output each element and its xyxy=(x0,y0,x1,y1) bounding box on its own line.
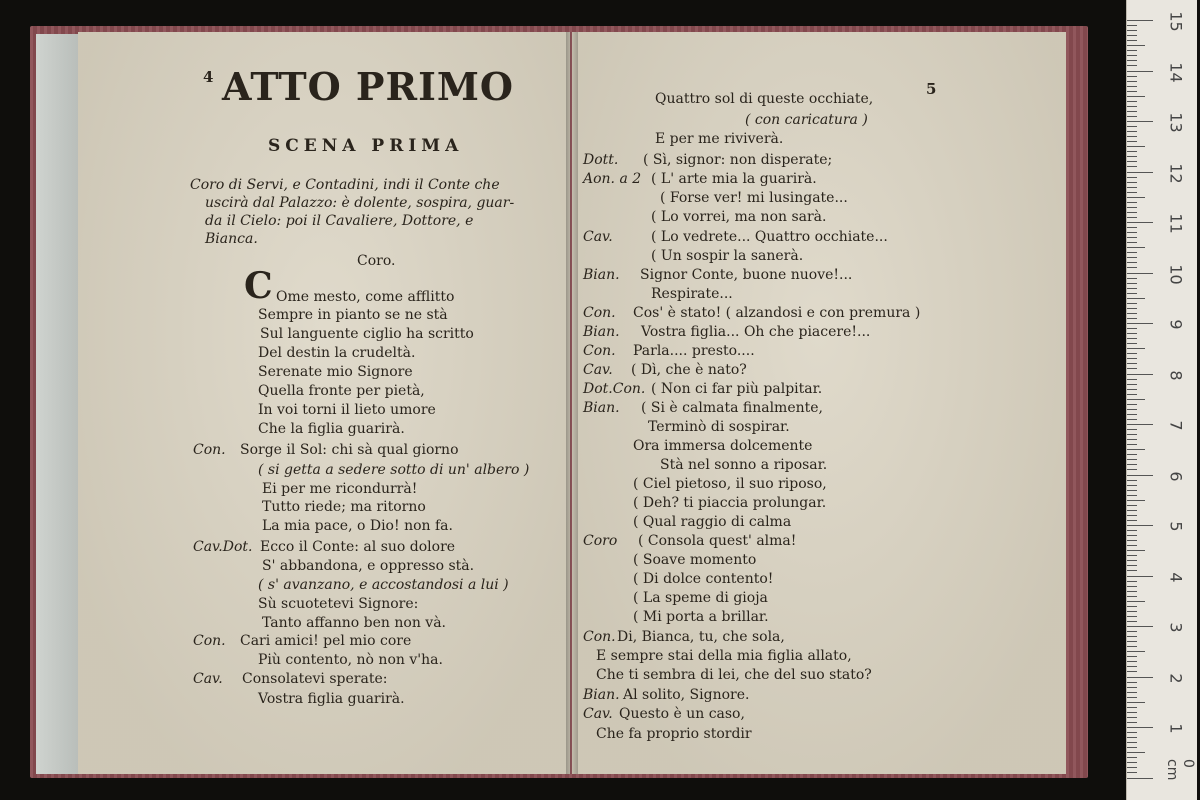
ruler-tick xyxy=(1127,525,1153,526)
stage-direction-line: uscirà dal Palazzo: è dolente, sospira, guar- xyxy=(205,195,515,211)
act-title: ATTO PRIMO xyxy=(222,64,515,109)
ruler-tick xyxy=(1127,712,1137,713)
ruler-tick xyxy=(1127,141,1137,142)
ruler-tick xyxy=(1127,631,1137,632)
ruler-tick xyxy=(1127,616,1137,617)
ruler-tick xyxy=(1127,737,1137,738)
ruler-tick xyxy=(1127,348,1145,349)
verse-line: Ora immersa dolcemente xyxy=(633,438,813,454)
book-gutter xyxy=(566,32,578,774)
ruler-tick xyxy=(1127,60,1137,61)
ruler-tick xyxy=(1127,177,1137,178)
ruler-tick xyxy=(1127,520,1137,521)
speaker-label: Bian. xyxy=(583,400,620,416)
ruler-tick xyxy=(1127,298,1145,299)
ruler-tick xyxy=(1127,217,1137,218)
speaker-label: Dot.Con. xyxy=(583,381,646,397)
ruler-number: 8 xyxy=(1166,369,1186,381)
ruler-tick xyxy=(1127,262,1137,263)
verse-line: Respirate... xyxy=(651,286,733,302)
drop-cap: C xyxy=(244,265,273,307)
ruler-tick xyxy=(1127,257,1137,258)
ruler-tick xyxy=(1127,156,1137,157)
ruler-tick xyxy=(1127,449,1145,450)
ruler-tick xyxy=(1127,227,1137,228)
ruler-number: 5 xyxy=(1166,521,1186,532)
ruler-tick xyxy=(1127,111,1137,112)
speaker-label: Cav.Dot. xyxy=(193,539,253,555)
ruler-number: 4 xyxy=(1166,571,1186,583)
verse-line: ( Dì, che è nato? xyxy=(631,362,747,378)
ruler-tick xyxy=(1127,641,1137,642)
stage-direction-line: ( con caricatura ) xyxy=(745,112,868,128)
ruler-tick xyxy=(1127,197,1145,198)
speaker-label: Bian. xyxy=(583,687,620,703)
ruler-tick xyxy=(1127,651,1145,652)
speaker-label: Dott. xyxy=(583,152,619,168)
verse-line: Tutto riede; ma ritorno xyxy=(262,499,426,515)
verse-line: ( Lo vorrei, ma non sarà. xyxy=(651,209,827,225)
verse-line: Consolatevi sperate: xyxy=(242,671,388,687)
ruler-tick xyxy=(1127,742,1137,743)
speaker-label: Cav. xyxy=(193,671,223,687)
verse-line: Sù scuotetevi Signore: xyxy=(258,596,419,612)
ruler-tick xyxy=(1127,626,1153,627)
speaker-label: Cav. xyxy=(583,229,613,245)
speaker-heading: Coro. xyxy=(357,253,396,269)
verse-line: Quattro sol di queste occhiate, xyxy=(655,91,874,107)
ruler-tick xyxy=(1127,172,1153,173)
ruler-tick xyxy=(1127,454,1137,455)
ruler-tick xyxy=(1127,374,1153,375)
ruler-tick xyxy=(1127,475,1153,476)
ruler-number: 11 xyxy=(1166,213,1186,234)
ruler-tick xyxy=(1127,242,1137,243)
ruler-tick xyxy=(1127,722,1137,723)
ruler-tick xyxy=(1127,409,1137,410)
verse-line: ( La speme di gioja xyxy=(633,590,768,606)
ruler-tick xyxy=(1127,677,1153,678)
ruler-tick xyxy=(1127,510,1137,511)
ruler-tick xyxy=(1127,596,1137,597)
ruler-tick xyxy=(1127,303,1137,304)
ruler-tick xyxy=(1127,25,1137,26)
ruler-tick xyxy=(1127,212,1137,213)
verse-line: Ei per me ricondurrà! xyxy=(262,481,418,497)
ruler-tick xyxy=(1127,464,1137,465)
verse-line: Ome mesto, come afflitto xyxy=(276,289,455,305)
ruler-number: 2 xyxy=(1166,672,1186,684)
left-page-number: 4 xyxy=(203,68,214,86)
verse-line: ( Consola quest' alma! xyxy=(638,533,797,549)
ruler-tick xyxy=(1127,278,1137,279)
measuring-ruler xyxy=(1126,0,1197,800)
ruler-tick xyxy=(1127,101,1137,102)
ruler-tick xyxy=(1127,267,1137,268)
ruler-tick xyxy=(1127,545,1137,546)
verse-line: Sorge il Sol: chi sà qual giorno xyxy=(240,442,459,458)
ruler-tick xyxy=(1127,91,1137,92)
verse-line: ( Soave momento xyxy=(633,552,757,568)
ruler-tick xyxy=(1127,308,1137,309)
ruler-tick xyxy=(1127,202,1137,203)
ruler-tick xyxy=(1127,611,1137,612)
ruler-tick xyxy=(1127,424,1153,425)
verse-line: ( Sì, signor: non disperate; xyxy=(643,152,833,168)
ruler-tick xyxy=(1127,81,1137,82)
ruler-tick xyxy=(1127,338,1137,339)
verse-line: Parla.... presto.... xyxy=(633,343,755,359)
ruler-tick xyxy=(1127,35,1137,36)
verse-line: Tanto affanno ben non và. xyxy=(262,615,447,631)
verse-line: ( Un sospir la sanerà. xyxy=(651,248,804,264)
speaker-label: Cav. xyxy=(583,706,613,722)
ruler-tick xyxy=(1127,237,1137,238)
ruler-tick xyxy=(1127,434,1137,435)
verse-line: Che fa proprio stordir xyxy=(596,726,752,742)
ruler-tick xyxy=(1127,646,1137,647)
ruler-tick xyxy=(1127,247,1145,248)
verse-line: ( Lo vedrete... Quattro occhiate... xyxy=(651,229,888,245)
ruler-tick xyxy=(1127,692,1137,693)
ruler-tick xyxy=(1127,126,1137,127)
verse-line: Questo è un caso, xyxy=(619,706,745,722)
ruler-tick xyxy=(1127,671,1137,672)
speaker-label: Cav. xyxy=(583,362,613,378)
ruler-tick xyxy=(1127,187,1137,188)
ruler-number: 14 xyxy=(1166,61,1186,83)
ruler-tick xyxy=(1127,151,1137,152)
verse-line: In voi torni il lieto umore xyxy=(258,402,436,418)
ruler-tick xyxy=(1127,495,1137,496)
ruler-tick xyxy=(1127,707,1137,708)
ruler-tick xyxy=(1127,505,1137,506)
ruler-tick xyxy=(1127,656,1137,657)
ruler-tick xyxy=(1127,697,1137,698)
ruler-tick xyxy=(1127,586,1137,587)
ruler-tick xyxy=(1127,273,1153,274)
ruler-tick xyxy=(1127,20,1153,21)
verse-line: ( Qual raggio di calma xyxy=(633,514,792,530)
ruler-tick xyxy=(1127,555,1137,556)
ruler-tick xyxy=(1127,106,1137,107)
ruler-tick xyxy=(1127,293,1137,294)
ruler-tick xyxy=(1127,399,1145,400)
ruler-number: 15 xyxy=(1166,11,1186,32)
ruler-tick xyxy=(1127,717,1137,718)
stage-direction-line: Bianca. xyxy=(205,231,258,247)
ruler-tick xyxy=(1127,182,1137,183)
stage-direction-line: Coro di Servi, e Contadini, indi il Conte che xyxy=(190,177,500,193)
ruler-tick xyxy=(1127,65,1137,66)
ruler-tick xyxy=(1127,500,1145,501)
ruler-tick xyxy=(1127,682,1137,683)
verse-line: ( Non ci far più palpitar. xyxy=(651,381,823,397)
right-page-number: 5 xyxy=(926,80,937,98)
ruler-tick xyxy=(1127,732,1137,733)
verse-line: Che ti sembra di lei, che del suo stato? xyxy=(596,667,872,683)
ruler-tick xyxy=(1127,343,1137,344)
ruler-tick xyxy=(1127,591,1137,592)
ruler-tick xyxy=(1127,581,1137,582)
ruler-number: 1 xyxy=(1166,723,1186,734)
verse-line: ( L' arte mia la guarirà. xyxy=(651,171,817,187)
speaker-label: Con. xyxy=(193,442,226,458)
verse-line: E sempre stai della mia figlia allato, xyxy=(596,648,852,664)
verse-line: Ecco il Conte: al suo dolore xyxy=(260,539,456,555)
speaker-label: Aon. a 2 xyxy=(583,171,642,187)
verse-line: ( Mi porta a brillar. xyxy=(633,609,769,625)
ruler-tick xyxy=(1127,772,1137,773)
ruler-tick xyxy=(1127,565,1137,566)
ruler-tick xyxy=(1127,328,1137,329)
ruler-tick xyxy=(1127,232,1137,233)
ruler-tick xyxy=(1127,283,1137,284)
ruler-tick xyxy=(1127,606,1137,607)
ruler-tick xyxy=(1127,444,1137,445)
ruler-tick xyxy=(1127,50,1137,51)
ruler-tick xyxy=(1127,30,1137,31)
verse-line: Vostra figlia guarirà. xyxy=(258,691,405,707)
ruler-number: 10 xyxy=(1166,263,1186,285)
ruler-tick xyxy=(1127,530,1137,531)
ruler-tick xyxy=(1127,747,1137,748)
verse-line: Cari amici! pel mio core xyxy=(240,633,412,649)
ruler-tick xyxy=(1127,576,1153,577)
speaker-label: Con. xyxy=(583,629,616,645)
ruler-tick xyxy=(1127,131,1137,132)
stage-direction-line: ( s' avanzano, e accostandosi a lui ) xyxy=(258,577,509,593)
ruler-number: 12 xyxy=(1166,162,1186,184)
ruler-tick xyxy=(1127,86,1137,87)
ruler-tick xyxy=(1127,414,1137,415)
speaker-label: Bian. xyxy=(583,267,620,283)
verse-line: Cos' è stato! ( alzandosi e con premura ) xyxy=(633,305,921,321)
ruler-tick xyxy=(1127,76,1137,77)
ruler-number: 9 xyxy=(1166,319,1186,330)
ruler-tick xyxy=(1127,389,1137,390)
verse-line: ( Di dolce contento! xyxy=(633,571,774,587)
ruler-tick xyxy=(1127,727,1153,728)
scene-title: SCENA PRIMA xyxy=(268,136,464,156)
verse-line: La mia pace, o Dio! non fa. xyxy=(262,518,453,534)
ruler-tick xyxy=(1127,661,1137,662)
ruler-tick xyxy=(1127,687,1137,688)
verse-line: Di, Bianca, tu, che sola, xyxy=(617,629,785,645)
ruler-tick xyxy=(1127,161,1137,162)
ruler-tick xyxy=(1127,535,1137,536)
ruler-tick xyxy=(1127,404,1137,405)
ruler-tick xyxy=(1127,353,1137,354)
ruler-tick xyxy=(1127,570,1137,571)
ruler-tick xyxy=(1127,439,1137,440)
speaker-label: Con. xyxy=(583,343,616,359)
verse-line: Al solito, Signore. xyxy=(623,687,750,703)
ruler-number: 6 xyxy=(1166,470,1186,482)
ruler-tick xyxy=(1127,45,1145,46)
verse-line: Vostra figlia... Oh che piacere!... xyxy=(641,324,871,340)
ruler-tick xyxy=(1127,429,1137,430)
ruler-tick xyxy=(1127,222,1153,223)
ruler-unit: 0 cm xyxy=(1164,759,1196,781)
ruler-number: 7 xyxy=(1166,420,1186,431)
ruler-tick xyxy=(1127,778,1153,779)
ruler-tick xyxy=(1127,601,1145,602)
verse-line: Stà nel sonno a riposar. xyxy=(660,457,828,473)
ruler-tick xyxy=(1127,379,1137,380)
ruler-tick xyxy=(1127,71,1153,72)
stage-direction-line: ( si getta a sedere sotto di un' albero ) xyxy=(258,462,530,478)
ruler-tick xyxy=(1127,560,1137,561)
ruler-tick xyxy=(1127,666,1137,667)
ruler-tick xyxy=(1127,323,1153,324)
ruler-tick xyxy=(1127,358,1137,359)
speaker-label: Con. xyxy=(583,305,616,321)
ruler-number: 3 xyxy=(1166,622,1186,633)
verse-line: E per me riviverà. xyxy=(655,131,784,147)
verse-line: Sul languente ciglio ha scritto xyxy=(260,326,474,342)
ruler-tick xyxy=(1127,368,1137,369)
ruler-tick xyxy=(1127,550,1145,551)
verse-line: Del destin la crudeltà. xyxy=(258,345,416,361)
speaker-label: Coro xyxy=(583,533,618,549)
verse-line: ( Ciel pietoso, il suo riposo, xyxy=(633,476,827,492)
verse-line: Quella fronte per pietà, xyxy=(258,383,425,399)
verse-line: Signor Conte, buone nuove!... xyxy=(640,267,853,283)
ruler-tick xyxy=(1127,394,1137,395)
ruler-tick xyxy=(1127,490,1137,491)
verse-line: Sempre in pianto se ne stà xyxy=(258,307,448,323)
ruler-tick xyxy=(1127,480,1137,481)
ruler-tick xyxy=(1127,757,1137,758)
cover-board-edge xyxy=(36,34,80,774)
ruler-tick xyxy=(1127,116,1137,117)
ruler-tick xyxy=(1127,767,1137,768)
ruler-tick xyxy=(1127,252,1137,253)
verse-line: ( Si è calmata finalmente, xyxy=(641,400,823,416)
ruler-tick xyxy=(1127,121,1153,122)
verse-line: Più contento, nò non v'ha. xyxy=(258,652,443,668)
ruler-tick xyxy=(1127,459,1137,460)
verse-line: S' abbandona, e oppresso stà. xyxy=(262,558,475,574)
verse-line: Serenate mio Signore xyxy=(258,364,413,380)
verse-line: ( Deh? ti piaccia prolungar. xyxy=(633,495,827,511)
ruler-tick xyxy=(1127,40,1137,41)
ruler-number: 13 xyxy=(1166,112,1186,133)
ruler-tick xyxy=(1127,166,1137,167)
ruler-tick xyxy=(1127,621,1137,622)
ruler-tick xyxy=(1127,384,1137,385)
ruler-tick xyxy=(1127,540,1137,541)
ruler-tick xyxy=(1127,55,1137,56)
ruler-tick xyxy=(1127,146,1145,147)
ruler-tick xyxy=(1127,752,1145,753)
ruler-tick xyxy=(1127,419,1137,420)
verse-line: Che la figlia guarirà. xyxy=(258,421,405,437)
ruler-tick xyxy=(1127,485,1137,486)
stage-direction-line: da il Cielo: poi il Cavaliere, Dottore, e xyxy=(205,213,474,229)
ruler-tick xyxy=(1127,333,1137,334)
verse-line: ( Forse ver! mi lusingate... xyxy=(660,190,848,206)
speaker-label: Bian. xyxy=(583,324,620,340)
ruler-tick xyxy=(1127,318,1137,319)
ruler-tick xyxy=(1127,192,1137,193)
ruler-tick xyxy=(1127,762,1137,763)
ruler-tick xyxy=(1127,207,1137,208)
ruler-tick xyxy=(1127,469,1137,470)
ruler-tick xyxy=(1127,313,1137,314)
verse-line: Terminò di sospirar. xyxy=(648,419,790,435)
ruler-tick xyxy=(1127,515,1137,516)
ruler-tick xyxy=(1127,96,1145,97)
ruler-tick xyxy=(1127,136,1137,137)
ruler-tick xyxy=(1127,636,1137,637)
speaker-label: Con. xyxy=(193,633,226,649)
ruler-tick xyxy=(1127,363,1137,364)
ruler-tick xyxy=(1127,702,1145,703)
ruler-tick xyxy=(1127,288,1137,289)
